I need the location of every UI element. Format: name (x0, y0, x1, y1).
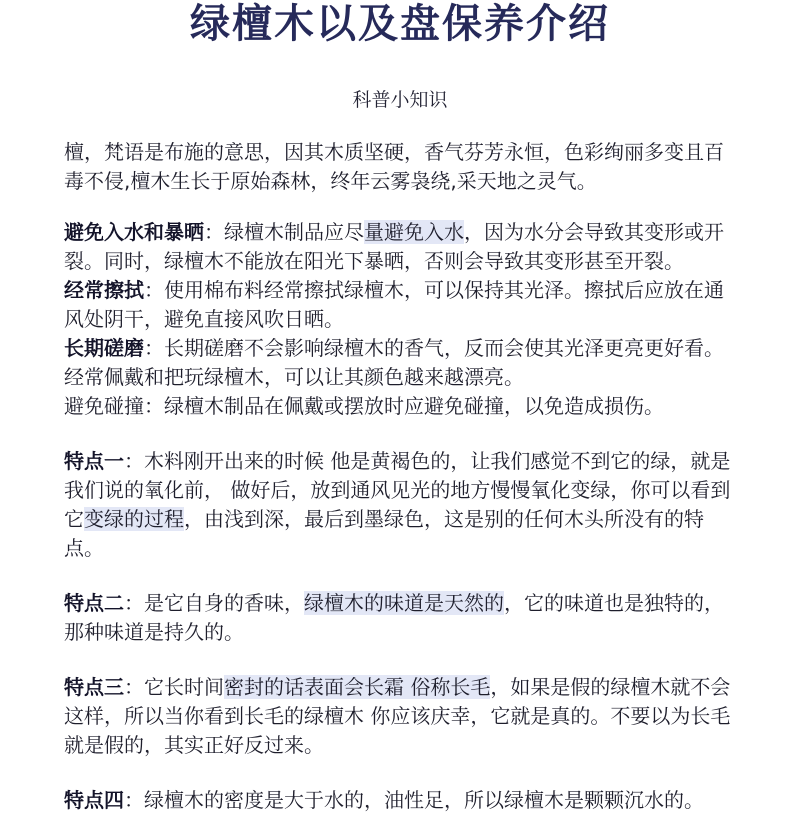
care-tip-text: 绿檀木制品应尽 (224, 220, 364, 244)
highlighted-text: 密封的话表面会长霜 俗称长毛 (224, 675, 491, 699)
article-body (64, 138, 736, 815)
highlighted-text: 量避免入水 (364, 220, 464, 244)
feature-label: 特点三 (64, 675, 124, 699)
feature-text: 它长时间 (144, 675, 224, 699)
page-subtitle: 科普小知识 (352, 89, 448, 111)
care-tip-1 (64, 218, 736, 276)
feature-3 (64, 673, 736, 760)
feature-label: 特点四 (64, 788, 124, 812)
feature-label: 特点一 (64, 449, 124, 473)
highlighted-text: 绿檀木的味道是天然的 (304, 591, 504, 615)
feature-1 (64, 447, 736, 563)
feature-text: ，它的味道也是独特的，那种味道是持久的。 (64, 591, 724, 644)
separator: ： (124, 675, 144, 699)
care-tip-3 (64, 334, 736, 392)
highlighted-text: 变绿的过程 (84, 507, 184, 531)
care-tip-text: 长期磋磨不会影响绿檀木的香气，反而会使其光泽更亮更好看。经常佩戴和把玩绿檀木，可以让其颜色越来越漂亮。 (64, 336, 724, 389)
separator: ： (124, 591, 144, 615)
feature-text: 是它自身的香味， (144, 591, 304, 615)
care-tip-label: 避免入水和暴晒 (64, 220, 204, 244)
care-tip-label: 长期磋磨 (64, 336, 144, 360)
feature-text: 绿檀木的密度是大于水的，油性足，所以绿檀木是颗颗沉水的。 (144, 788, 704, 812)
feature-text: ，如果是假的绿檀木就不会这样，所以当你看到长毛的绿檀木 你应该庆幸，它就是真的。不要以为长毛就是假的，其实正好反过来。 (64, 675, 731, 757)
feature-2 (64, 589, 736, 647)
page-title: 绿檀木以及盘保养介绍 (190, 0, 610, 47)
care-tip-label: 经常擦拭 (64, 278, 144, 302)
separator: ： (124, 449, 144, 473)
feature-4 (64, 786, 736, 815)
care-tip-text: ，因为水分会导致其变形或开裂。同时，绿檀木不能放在阳光下暴晒，否则会导致其变形甚至开裂。 (64, 220, 724, 273)
intro-paragraph: 檀，梵语是布施的意思，因其木质坚硬，香气芬芳永恒，色彩绚丽多变且百毒不侵,檀木生长于原始森林，终年云雾袅绕,采天地之灵气。 (64, 140, 724, 193)
feature-text: 木料刚开出来的时候 他是黄褐色的，让我们感觉不到它的绿，就是我们说的氧化前， 做好后，放到通风见光的地方慢慢氧化变绿，你可以看到它 (64, 449, 731, 531)
care-tip-text: 使用棉布料经常擦拭绿檀木，可以保持其光泽。擦拭后应放在通风处阴干，避免直接风吹日晒。 (64, 278, 724, 331)
care-tip-4: 避免碰撞：绿檀木制品在佩戴或摆放时应避免碰撞，以免造成损伤。 (64, 394, 664, 418)
separator: ： (204, 220, 224, 244)
separator: ： (144, 278, 164, 302)
feature-text: ，由浅到深，最后到墨绿色，这是别的任何木头所没有的特点。 (64, 507, 704, 560)
separator: ： (144, 336, 164, 360)
separator: ： (124, 788, 144, 812)
feature-label: 特点二 (64, 591, 124, 615)
care-tip-2 (64, 276, 736, 334)
